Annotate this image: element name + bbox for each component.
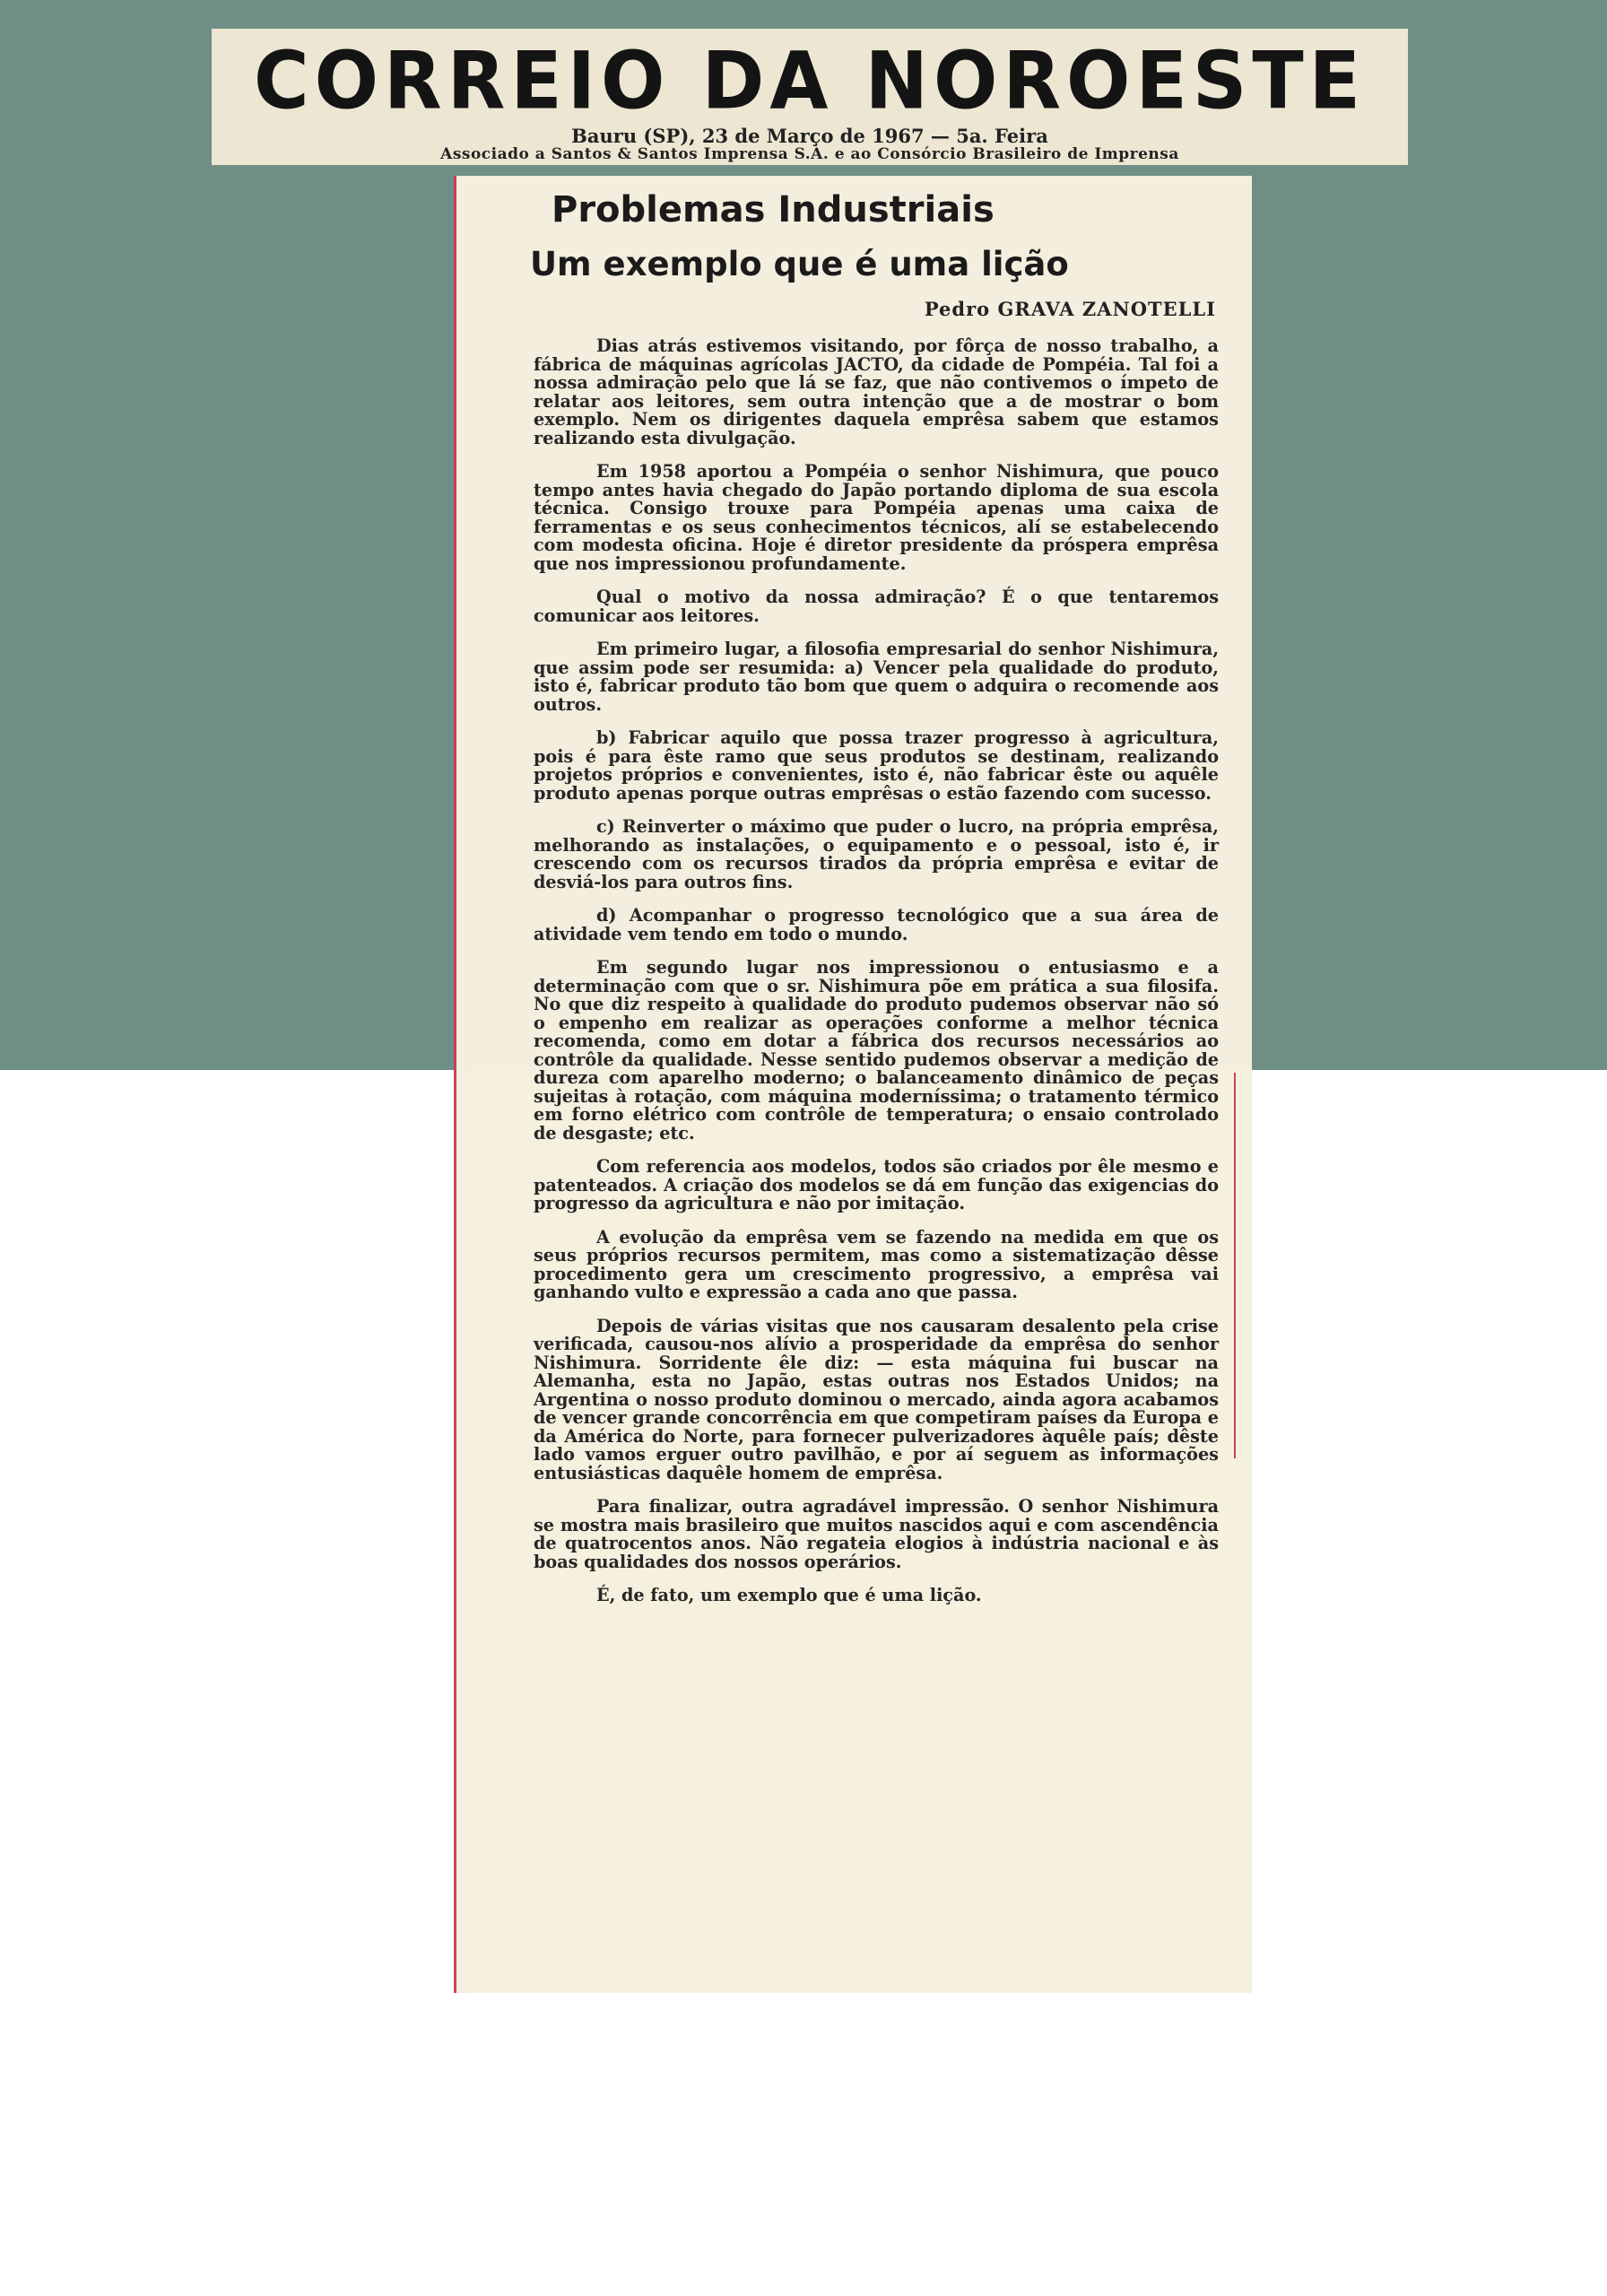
article-paragraph: c) Reinverter o máximo que puder o lucro, na própria emprêsa, melhorando as instalações, o equipamento e o pessoal, isto é, ir crescendo com os recursos tirados da própria emprêsa e evitar de desviá-los para outros fins. <box>534 816 1219 892</box>
article-closing-line: É, de fato, um exemplo que é uma lição. <box>596 1585 982 1605</box>
article-clipping <box>454 176 1252 1993</box>
dateline: Bauru (SP), 23 de Março de 1967 — 5a. Feira <box>571 125 1048 147</box>
newspaper-title: CORREIO DA NOROESTE <box>253 34 1367 127</box>
article-paragraph: Depois de várias visitas que nos causaram desalento pela crise verificada, causou-nos alívio a prosperidade da emprêsa do senhor Nishimura. Sorridente êle diz: — esta máquina fui buscar na Alemanha, esta no Japão, estas outras nos Estados Unidos; na Argentina o nosso produto dominou o mercado, ainda agora acabamos de vencer grande concorrência em que competiram países da Europa e da América do Norte, para fornecer pulverizadores àquêle país; dêste lado vamos erguer outro pavilhão, e por aí seguem as informações entusiásticas daquêle homem de emprêsa. <box>534 1315 1219 1483</box>
article-paragraph: Em primeiro lugar, a filosofia empresarial do senhor Nishimura, que assim pode ser resumida: a) Vencer pela qualidade do produto, isto é, fabricar produto tão bom que quem o adquira o recomende aos outros. <box>534 639 1219 715</box>
association-line: Associado a Santos & Santos Imprensa S.A. e ao Consórcio Brasileiro de Imprensa <box>440 145 1179 163</box>
article-paragraph: d) Acompanhar o progresso tecnológico que a sua área de atividade vem tendo em todo o mundo. <box>534 905 1219 944</box>
article-paragraph: Em segundo lugar nos impressionou o entusiasmo e a determinação com que o sr. Nishimura põe em prática a sua filosifa. No que diz respeito à qualidade do produto pudemos observar não só o empenho em realizar as operações conforme a melhor técnica recomenda, como em dotar a fábrica dos recursos necessários ao contrôle da qualidade. Nesse sentido pudemos observar a medição de dureza com aparelho moderno; o balanceamento dinâmico de peças sujeitas à rotação, com máquina moderníssima; o tratamento térmico em forno elétrico com contrôle de temperatura; o ensaio controlado de desgaste; etc. <box>534 957 1219 1144</box>
article-headline: Um exemplo que é uma lição <box>530 245 1069 283</box>
article-paragraph: Em 1958 aportou a Pompéia o senhor Nishimura, que pouco tempo antes havia chegado do Japão portando diploma de sua escola técnica. Consigo trouxe para Pompéia apenas uma caixa de ferramentas e os seus conhecimentos técnicos, alí se estabelecendo com modesta oficina. Hoje é diretor presidente da próspera emprêsa que nos impressionou profundamente. <box>534 461 1219 574</box>
article-paragraph: A evolução da emprêsa vem se fazendo na medida em que os seus próprios recursos permitem, mas como a sistematização dêsse procedimento gera um crescimento progressivo, a emprêsa vai ganhando vulto e expressão a cada ano que passa. <box>534 1226 1219 1302</box>
column-rule <box>1234 1073 1236 1458</box>
article-paragraph: Para finalizar, outra agradável impressão. O senhor Nishimura se mostra mais brasileiro que muitos nascidos aqui e com ascendência de quatrocentos anos. Não regateia elogios à indústria nacional e às boas qualidades dos nossos operários. <box>534 1496 1219 1572</box>
newspaper-masthead <box>212 29 1408 165</box>
article-paragraph: Com referencia aos modelos, todos são criados por êle mesmo e patenteados. A criação dos modelos se dá em função das exigencias do progresso da agricultura e não por imitação. <box>534 1156 1219 1213</box>
article-paragraph: Qual o motivo da nossa admiração? É o que tentaremos comunicar aos leitores. <box>534 587 1219 626</box>
article-body <box>534 337 1219 1605</box>
article-paragraph: b) Fabricar aquilo que possa trazer progresso à agricultura, pois é para êste ramo que seus produtos se destinam, realizando projetos próprios e convenientes, isto é, não fabricar êste ou aquêle produto apenas porque outras emprêsas o estão fazendo com sucesso. <box>534 727 1219 804</box>
article-paragraph: Dias atrás estivemos visitando, por fôrça de nosso trabalho, a fábrica de máquinas agrícolas JACTO, da cidade de Pompéia. Tal foi a nossa admiração pelo que lá se faz, que não contivemos o ímpeto de relatar aos leitores, sem outra intenção que a de mostrar o bom exemplo. Nem os dirigentes daquela emprêsa sabem que estamos realizando esta divulgação. <box>534 335 1219 448</box>
article-kicker: Problemas Industriais <box>552 189 995 230</box>
article-byline: Pedro GRAVA ZANOTELLI <box>924 298 1216 320</box>
